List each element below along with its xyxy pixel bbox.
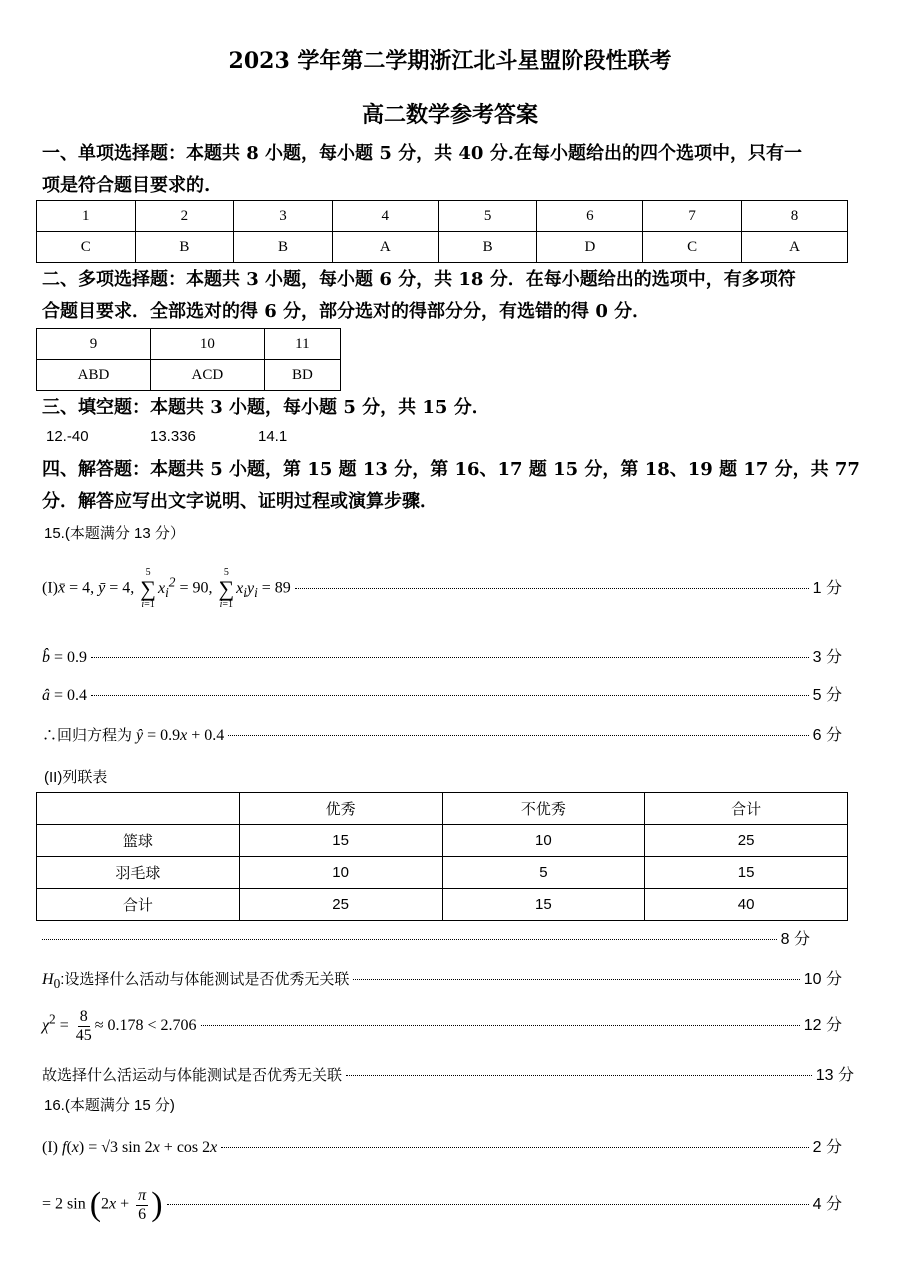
score: 10 分	[803, 971, 842, 988]
answer-cell: C	[37, 232, 136, 263]
formula: (I) f(x) = √3 sin 2x + cos 2x	[42, 1139, 218, 1156]
table-cell: 25	[645, 825, 848, 857]
table-row	[37, 857, 848, 889]
conclusion-text: 故选择什么活运动与体能测试是否优秀无关联	[42, 1067, 343, 1084]
score: 1 分	[812, 579, 842, 597]
section1-heading	[42, 138, 862, 202]
table-cell: 15	[239, 825, 442, 857]
section2-number-row	[37, 329, 341, 360]
q15-step6	[42, 966, 842, 992]
fill-answer: 12.-40	[46, 428, 89, 445]
q16-step2	[42, 1186, 842, 1224]
score: 2 分	[812, 1139, 842, 1156]
table-header-cell: 优秀	[239, 793, 442, 825]
question-number: 6	[537, 201, 643, 232]
score: 4 分	[812, 1195, 842, 1213]
question-number: 3	[234, 201, 333, 232]
q15-step3	[42, 682, 842, 705]
section2-answer-row	[37, 360, 341, 391]
answer-cell: B	[438, 232, 537, 263]
score: 8 分	[780, 931, 810, 948]
question-number: 10	[150, 329, 264, 360]
formula: (I)x̄ = 4, ȳ = 4, 5 ∑ i=1 $x_i^2 = 90$, 5 ∑ i=1 $x_iy_i = 89$	[42, 567, 291, 610]
table-cell: 25	[239, 889, 442, 921]
score: 13 分	[815, 1067, 854, 1084]
section2-heading	[42, 264, 862, 328]
score: 3 分	[812, 649, 842, 666]
table-cell: 羽毛球	[37, 857, 240, 889]
q16-title: 16.(本题满分 15 分)	[44, 1097, 175, 1114]
q15-step2	[42, 644, 842, 667]
fill-answer: 13.336	[150, 428, 196, 445]
table-header-cell	[37, 793, 240, 825]
answer-cell: BD	[264, 360, 340, 391]
section1-answer-table	[36, 200, 848, 263]
section2-heading-line2: 合题目要求．全部选对的得 6 分，部分选对的得部分分，有选错的得 0 分．	[42, 301, 651, 322]
formula: $H_0$:设选择什么活动与体能测试是否优秀无关联	[42, 971, 350, 992]
q15-step5	[42, 926, 810, 949]
q15-step4	[42, 722, 842, 745]
q16-step1	[42, 1134, 842, 1157]
table-cell: 40	[645, 889, 848, 921]
section2-answer-table	[36, 328, 341, 391]
question-number: 2	[135, 201, 234, 232]
section4-heading-line2: 分．解答应写出文字说明、证明过程或演算步骤．	[42, 491, 438, 512]
table-header-cell: 不优秀	[442, 793, 645, 825]
section4-heading-line1: 四、解答题：本题共 5 小题，第 15 题 13 分，第 16、17 题 15 分，第 18、19 题 17 分，共 77	[42, 459, 860, 480]
formula: = 2 sin (2x + $\frac{\pi}{6}$ )	[42, 1186, 163, 1223]
table-cell: 15	[442, 889, 645, 921]
section1-heading-line2: 项是符合题目要求的.	[42, 175, 211, 196]
table-cell: 篮球	[37, 825, 240, 857]
table-cell: 5	[442, 857, 645, 889]
answer-cell: B	[135, 232, 234, 263]
q15-step7	[42, 1008, 842, 1044]
answer-cell: B	[234, 232, 333, 263]
fill-answer: 14.1	[258, 428, 288, 445]
question-number: 4	[332, 201, 438, 232]
score: 6 分	[812, 727, 842, 744]
answer-cell: C	[643, 232, 742, 263]
q15-part2-label: (II)列联表	[44, 769, 108, 786]
table-cell: 合计	[37, 889, 240, 921]
section3-heading: 三、填空题：本题共 3 小题，每小题 5 分，共 15 分．	[42, 397, 490, 418]
table-row	[37, 825, 848, 857]
table-cell: 15	[645, 857, 848, 889]
document-title: 2023 学年第二学期浙江北斗星盟阶段性联考	[228, 48, 672, 74]
table-cell: 10	[239, 857, 442, 889]
question-number: 9	[37, 329, 151, 360]
question-number: 11	[264, 329, 340, 360]
score: 12 分	[803, 1016, 842, 1034]
contingency-table	[36, 792, 848, 921]
section1-heading-line1: 一、单项选择题：本题共 8 小题，每小题 5 分，共 40 分.在每小题给出的四个选项中，只有一	[42, 143, 802, 164]
section1-number-row	[37, 201, 848, 232]
section2-heading-line1: 二、多项选择题：本题共 3 小题，每小题 6 分，共 18 分．在每小题给出的选项中，有多项符	[42, 269, 796, 290]
question-number: 1	[37, 201, 136, 232]
table-cell: 10	[442, 825, 645, 857]
question-number: 7	[643, 201, 742, 232]
question-number: 8	[741, 201, 847, 232]
answer-cell: A	[332, 232, 438, 263]
q15-step1	[42, 568, 842, 610]
q15-title: 15.(本题满分 13 分）	[44, 525, 185, 542]
q15-step8	[42, 1062, 854, 1085]
formula: $\chi^2$ = $\frac{8}{45}$ ≈ 0.178 < 2.706	[42, 1008, 197, 1044]
table-header-row	[37, 793, 848, 825]
formula: â = 0.4	[42, 687, 88, 704]
answer-cell: D	[537, 232, 643, 263]
document-subtitle: 高二数学参考答案	[361, 102, 538, 128]
score: 5 分	[812, 687, 842, 704]
answer-cell: ACD	[150, 360, 264, 391]
table-row	[37, 889, 848, 921]
answer-cell: A	[741, 232, 847, 263]
answer-cell: ABD	[37, 360, 151, 391]
question-number: 5	[438, 201, 537, 232]
table-header-cell: 合计	[645, 793, 848, 825]
formula: b̂ = 0.9	[42, 649, 88, 666]
section1-answer-row	[37, 232, 848, 263]
formula: ∴回归方程为 ŷ = 0.9x + 0.4	[42, 727, 225, 744]
section4-heading	[42, 454, 862, 518]
